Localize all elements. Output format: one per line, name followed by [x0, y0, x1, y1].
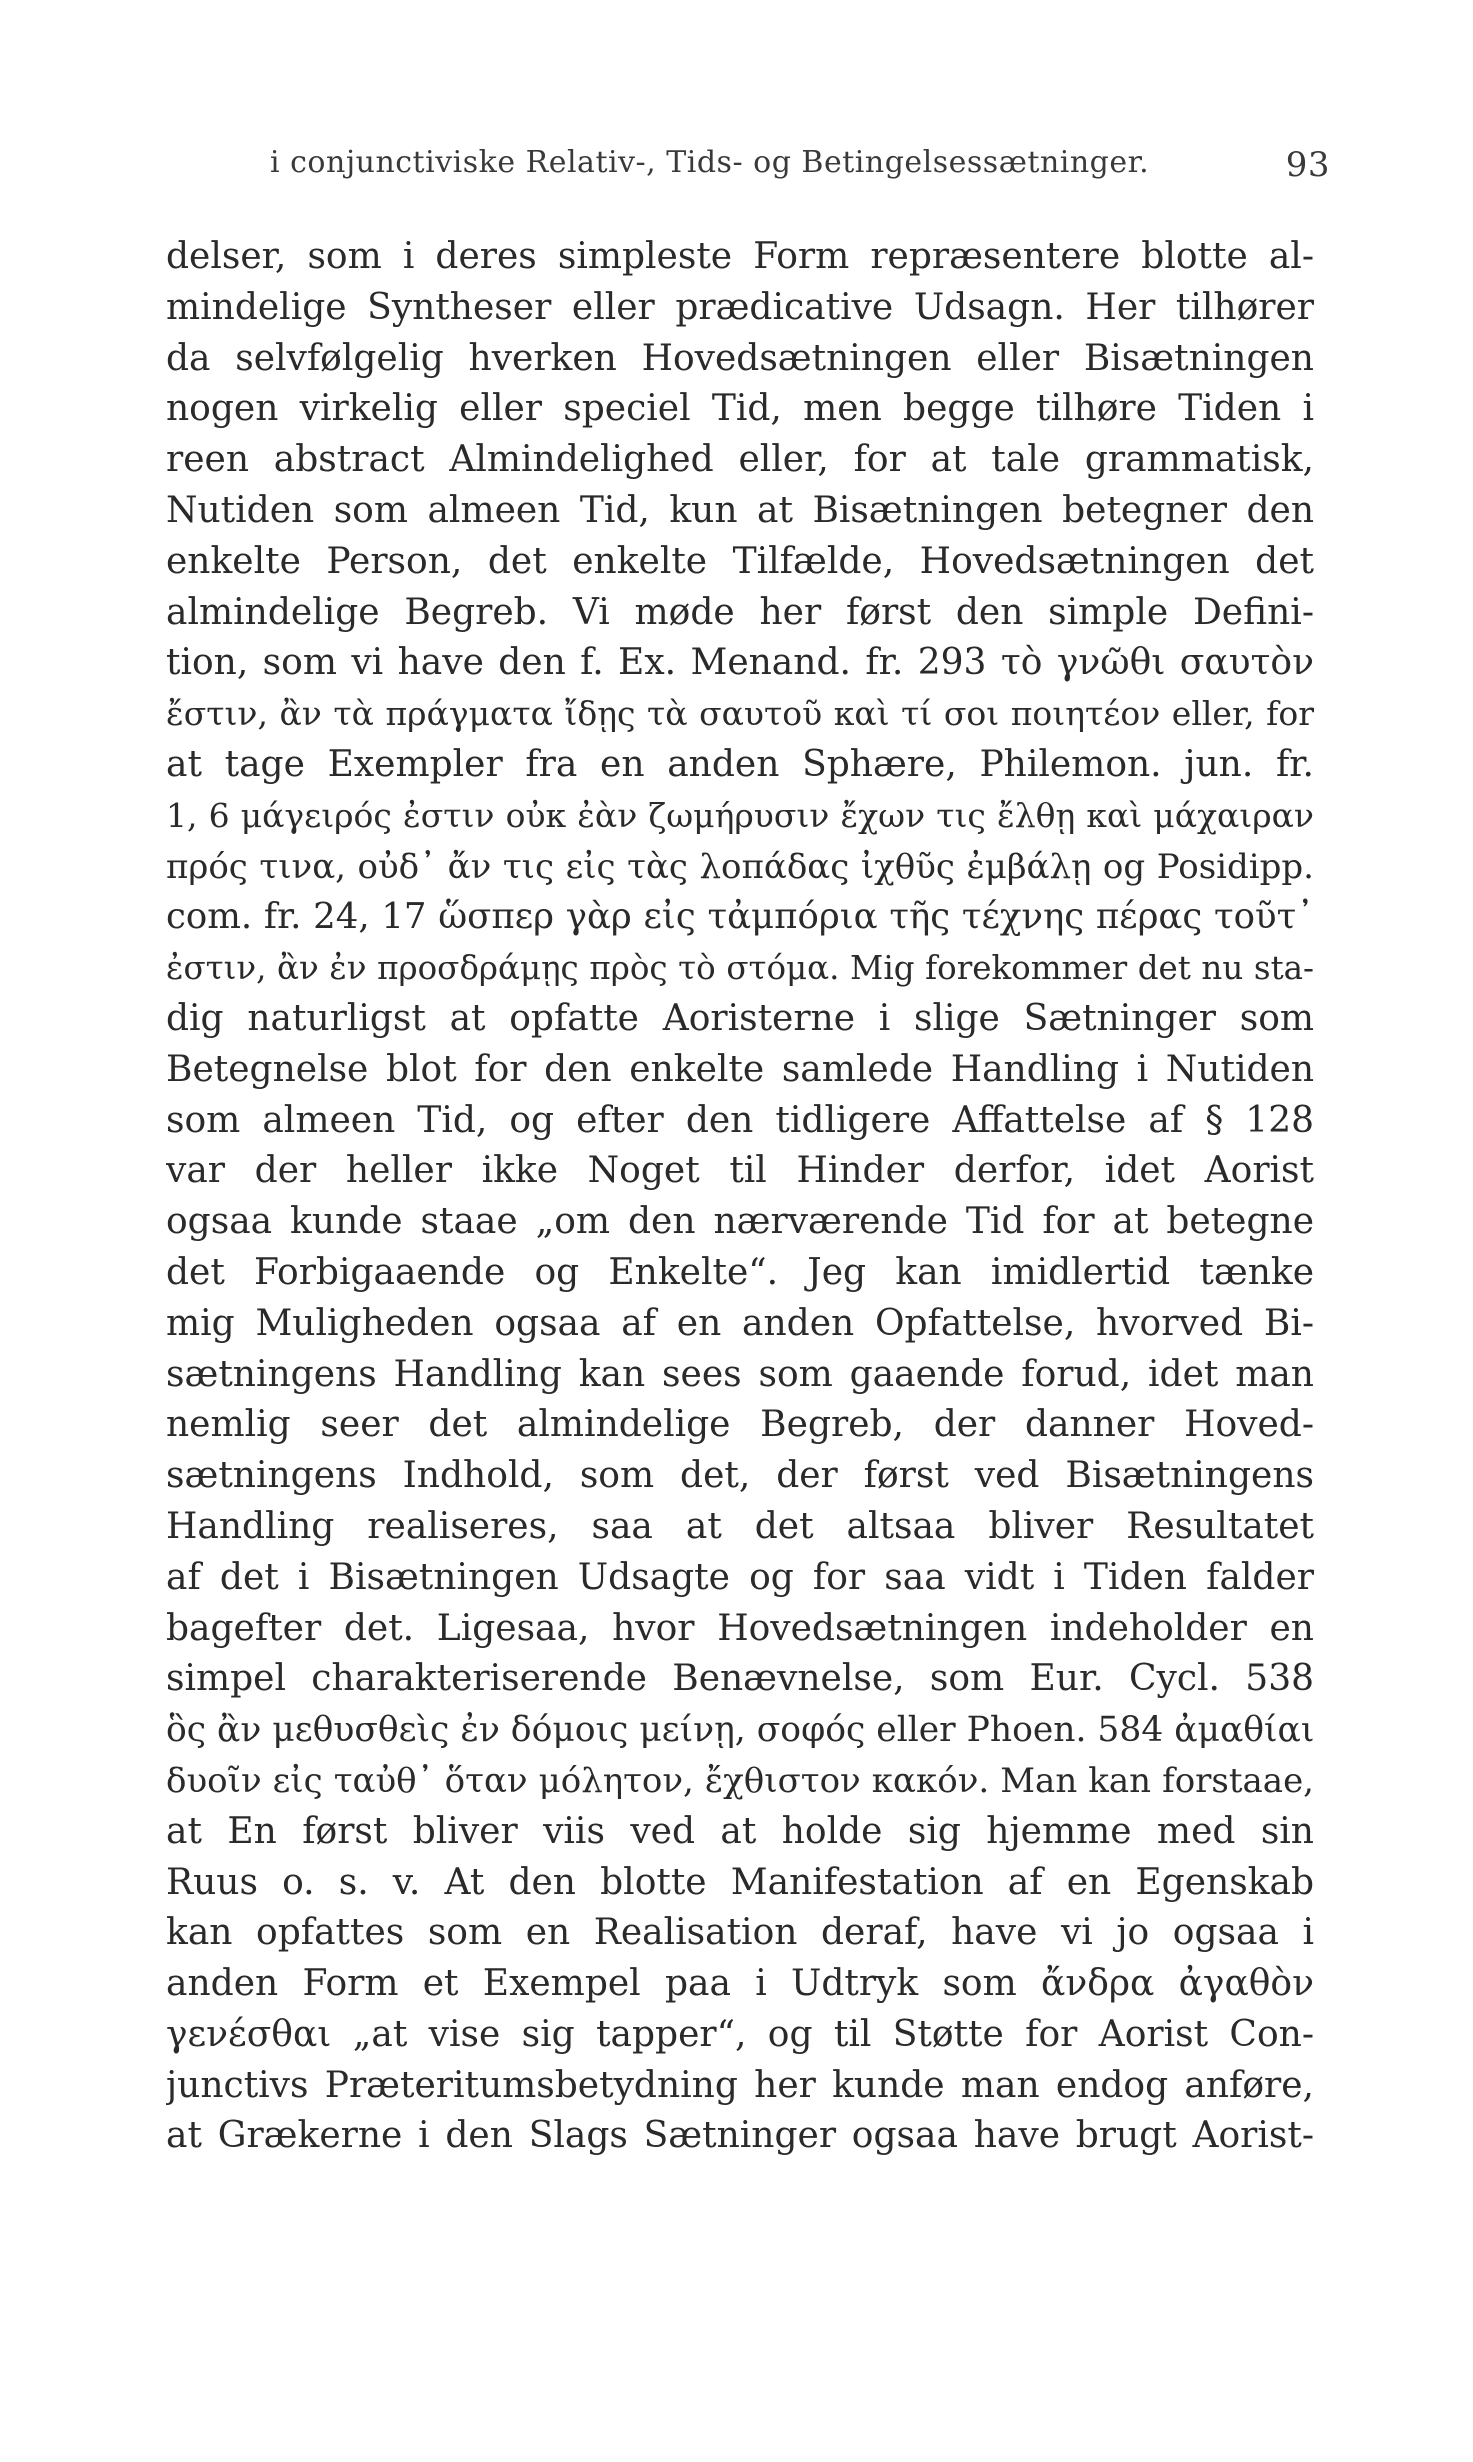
text-line: com. fr. 24, 17 ὥσπερ γὰρ εἰς τἀμπόρια τῆς τέχνης πέρας τοῦτ᾽ — [166, 896, 1314, 938]
text-line: anden Form et Exempel paa i Udtryk som ἄνδρα ἀγαθὸν — [166, 1963, 1314, 2005]
text-line: ogsaa kunde staae „om den nærværende Tid for at betegne — [166, 1201, 1314, 1243]
text-line: var der heller ikke Noget til Hinder derfor, idet Aorist — [166, 1150, 1314, 1192]
text-line: mig Muligheden ogsaa af en anden Opfattelse, hvorved Bi- — [166, 1302, 1314, 1344]
text-line: at tage Exempler fra en anden Sphære, Philemon. jun. fr. — [166, 743, 1314, 785]
text-line: enkelte Person, det enkelte Tilfælde, Hovedsætningen det — [166, 540, 1314, 582]
text-line: tion, som vi have den f. Ex. Menand. fr. 293 τὸ γνῶθι σαυτὸν — [166, 642, 1314, 684]
text-line: det Forbigaaende og Enkelte“. Jeg kan imidlertid tænke — [166, 1251, 1314, 1293]
text-line: simpel charakteriserende Benævnelse, som Eur. Cycl. 538 — [166, 1658, 1314, 1700]
text-line: Nutiden som almeen Tid, kun at Bisætningen betegner den — [166, 489, 1314, 531]
text-line: bagefter det. Ligesaa, hvor Hovedsætningen indeholder en — [166, 1607, 1314, 1649]
text-line: delser, som i deres simpleste Form repræsentere blotte al- — [166, 236, 1314, 277]
page-number: 93 — [1285, 145, 1330, 185]
text-line: ἐστιν, ἂν ἐν προσδράμῃς πρὸς τὸ στόμα. Mig forekommer det nu sta- — [166, 949, 1314, 988]
text-line: Betegnelse blot for den enkelte samlede Handling i Nutiden — [166, 1048, 1314, 1090]
text-line: ἔστιν, ἂν τὰ πράγματα ἴδῃς τὰ σαυτοῦ καὶ τί σοι ποιητέον eller, for — [166, 694, 1314, 734]
text-line: δυοῖν εἰς ταὐθ᾽ ὅταν μόλητον, ἔχθιστον κακόν. Man kan forstaae, — [166, 1760, 1314, 1801]
text-line: nemlig seer det almindelige Begreb, der danner Hoved- — [166, 1404, 1314, 1446]
text-line: mindelige Syntheser eller prædicative Udsagn. Her tilhører — [166, 286, 1314, 328]
text-line: ὃς ἂν μεθυσθεὶς ἐν δόμοις μείνῃ, σοφός eller Phoen. 584 ἀμαθίαι — [166, 1710, 1314, 1751]
text-line: da selvfølgelig hverken Hovedsætningen eller Bisætningen — [166, 337, 1314, 379]
text-line: som almeen Tid, og efter den tidligere Affattelse af § 128 — [166, 1099, 1314, 1141]
text-line: dig naturligst at opfatte Aoristerne i slige Sætninger som — [166, 997, 1314, 1039]
text-line: at Grækerne i den Slags Sætninger ogsaa have brugt Aorist- — [166, 2115, 1314, 2157]
running-title: i conjunctiviske Relativ-, Tids- og Betingelsessætninger. — [270, 145, 1150, 180]
text-line: af det i Bisætningen Udsagte og for saa vidt i Tiden falder — [166, 1556, 1314, 1598]
text-line: Ruus o. s. v. At den blotte Manifestation af en Egenskab — [166, 1861, 1314, 1903]
page-header — [270, 145, 1330, 189]
text-line: Handling realiseres, saa at det altsaa bliver Resultatet — [166, 1505, 1314, 1547]
text-line: πρός τινα, οὐδ᾽ ἄν τις εἰς τὰς λοπάδας ἰχθῦς ἐμβάλῃ og Posidipp. — [166, 846, 1314, 887]
text-line: reen abstract Almindelighed eller, for at tale grammatisk, — [166, 439, 1314, 481]
text-line: sætningens Handling kan sees som gaaende forud, idet man — [166, 1353, 1314, 1395]
text-line: sætningens Indhold, som det, der først ved Bisætningens — [166, 1455, 1314, 1497]
text-line: 1, 6 μάγειρός ἐστιν οὐκ ἐὰν ζωμήρυσιν ἔχων τις ἔλθῃ καὶ μάχαιραν — [166, 795, 1314, 835]
text-line: almindelige Begreb. Vi møde her først den simple Defini- — [166, 591, 1314, 633]
text-line: junctivs Præteritumsbetydning her kunde man endog anføre, — [166, 2064, 1314, 2106]
text-line: kan opfattes som en Realisation deraf, have vi jo ogsaa i — [166, 1912, 1314, 1954]
text-line: γενέσθαι „at vise sig tapper“, og til Støtte for Aorist Con- — [166, 2013, 1314, 2055]
body-text — [166, 232, 1314, 2162]
text-line: nogen virkelig eller speciel Tid, men begge tilhøre Tiden i — [166, 388, 1314, 430]
text-line: at En først bliver viis ved at holde sig hjemme med sin — [166, 1810, 1314, 1852]
